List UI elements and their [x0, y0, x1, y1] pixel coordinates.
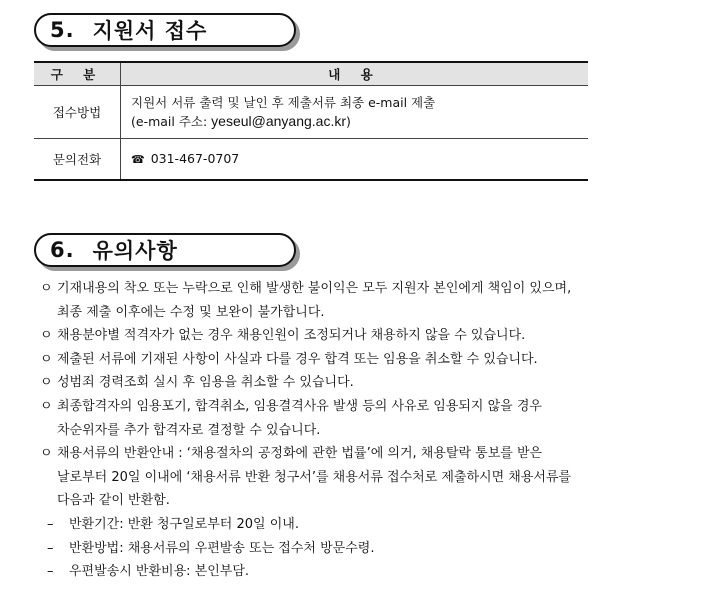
row-content-submission	[121, 86, 589, 139]
notes-list	[40, 277, 690, 584]
section-6-title: 유의사항	[92, 239, 178, 263]
submission-line-1: 지원서 서류 출력 및 날인 후 제출서류 최종 e-mail 제출	[131, 94, 436, 110]
list-item	[40, 348, 690, 372]
note-line: 제출된 서류에 기재된 사항이 사실과 다를 경우 합격 또는 임용을 취소할 수 있습니다.	[57, 351, 538, 367]
dash-icon: –	[47, 564, 54, 580]
header-content: 내 용	[121, 62, 589, 86]
note-line: 다음과 같이 반환함.	[57, 493, 170, 509]
bullet-icon: ㅇ	[40, 398, 53, 414]
submission-line-2	[131, 112, 588, 131]
note-line: 채용분야별 적격자가 없는 경우 채용인원이 조정되거나 채용하지 않을 수 있습니다.	[57, 328, 526, 344]
list-item	[40, 395, 690, 442]
section-5-title: 지원서 접수	[92, 19, 208, 43]
table-row-submission	[34, 86, 588, 139]
sub-list-item	[47, 513, 690, 537]
sub-list-item	[47, 560, 690, 584]
list-item	[40, 277, 690, 324]
sub-note-line: 반환방법: 채용서류의 우편발송 또는 접수처 방문수령.	[69, 540, 375, 556]
section-6-number: 6.	[50, 238, 75, 262]
application-info-table	[34, 61, 588, 181]
section-5-number: 5.	[50, 18, 75, 42]
email-address: yeseul@anyang.ac.kr	[211, 112, 347, 129]
section-5-header	[34, 13, 296, 47]
note-line: 차순위자를 추가 합격자로 결정할 수 있습니다.	[57, 422, 321, 438]
bullet-icon: ㅇ	[40, 375, 53, 391]
note-line: 기재내용의 착오 또는 누락으로 인해 발생한 불이익은 모두 지원자 본인에게 책임이 있으며,	[57, 281, 572, 296]
email-prefix: (e-mail 주소:	[131, 113, 212, 129]
dash-icon: –	[47, 540, 54, 556]
sub-list-item	[47, 537, 690, 561]
table-header-row	[34, 62, 588, 86]
sub-note-line: 반환기간: 반환 청구일로부터 20일 이내.	[69, 516, 299, 532]
note-line: 날로부터 20일 이내에 ‘채용서류 반환 청구서’를 채용서류 접수처로 제출하시면 채용서류를	[57, 469, 572, 485]
bullet-icon: ㅇ	[40, 328, 53, 344]
table-row-phone	[34, 139, 588, 181]
list-item	[40, 324, 690, 348]
bullet-icon: ㅇ	[40, 281, 53, 296]
section-6-header	[34, 233, 296, 267]
row-label-phone: 문의전화	[34, 139, 121, 181]
row-content-phone	[121, 139, 589, 181]
bullet-icon: ㅇ	[40, 446, 53, 462]
list-item	[40, 442, 690, 513]
email-suffix: )	[346, 113, 351, 129]
sub-note-line: 우편발송시 반환비용: 본인부담.	[69, 564, 250, 580]
row-label-submission: 접수방법	[34, 86, 121, 139]
note-line: 채용서류의 반환안내 : ‘채용절차의 공정화에 관한 법률’에 의거, 채용탈락 통보를 받은	[57, 446, 543, 462]
bullet-icon: ㅇ	[40, 351, 53, 367]
dash-icon: –	[47, 516, 54, 532]
note-line: 최종합격자의 임용포기, 합격취소, 임용결격사유 발생 등의 사유로 임용되지 않을 경우	[57, 398, 542, 414]
note-line: 최종 제출 이후에는 수정 및 보완이 불가합니다.	[57, 304, 325, 320]
note-line: 성범죄 경력조회 실시 후 임용을 취소할 수 있습니다.	[57, 375, 354, 391]
phone-icon: ☎	[131, 152, 145, 166]
list-item	[40, 371, 690, 395]
header-category: 구 분	[34, 62, 121, 86]
phone-number: 031-467-0707	[150, 150, 240, 166]
